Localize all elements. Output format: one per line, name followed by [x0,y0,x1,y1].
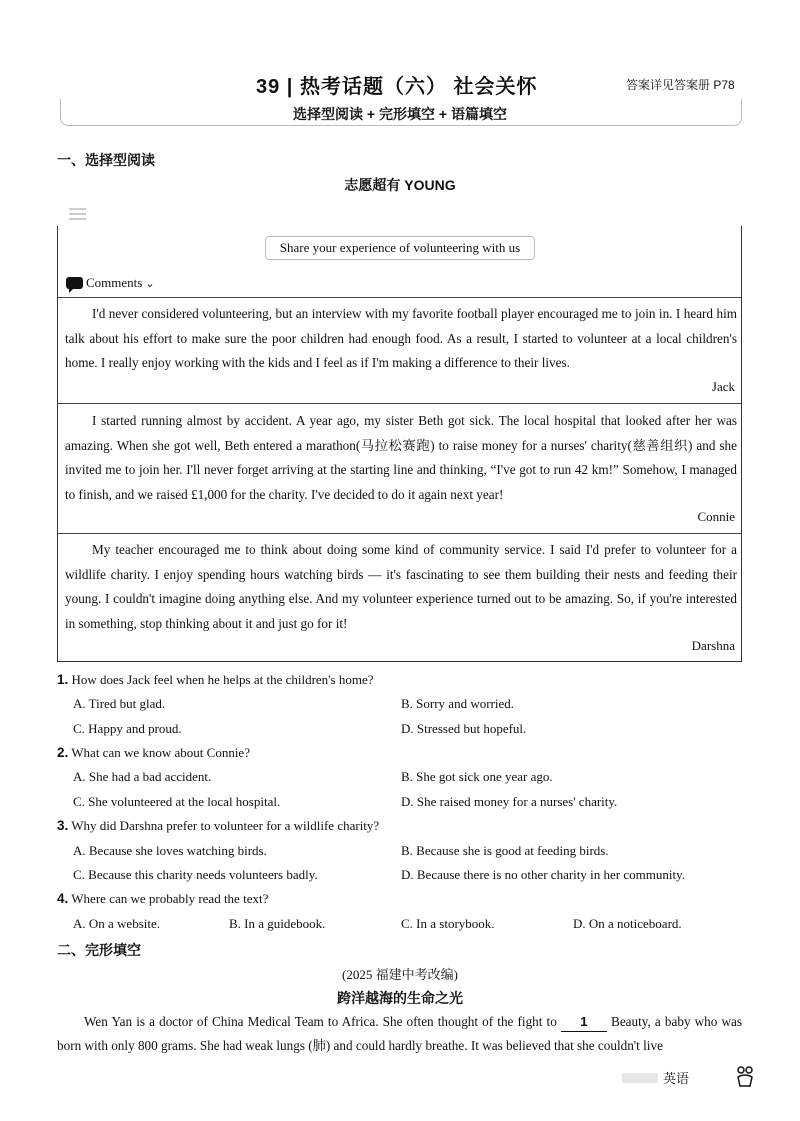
comment-author: Jack [711,379,735,394]
option[interactable]: A. Because she loves watching birds. [73,843,267,858]
divider [57,403,741,404]
passage-title: 志愿超有 YOUNG [344,177,456,193]
option[interactable]: B. Sorry and worried. [401,696,515,711]
menu-icon [69,208,86,223]
cloze-blank[interactable]: 1 [561,1013,607,1032]
option[interactable]: A. On a website. [73,916,161,931]
cloze-text: Wen Yan is a doctor of China Medical Team to Africa. She often thought of the fight to [84,1014,561,1029]
option[interactable]: C. Because this charity needs volunteers badly. [73,867,318,882]
question-number: 3. [57,818,69,833]
comment-text: I'd never considered volunteering, but an interview with my favorite football player encouraged me to join in. I heard him talk about his effort to make sure the poor children had enough food. As a result, I started to volunteer at a local children's home. I really enjoy working with the kids and I feel as if I'm making a difference to their lives. [65,306,737,371]
option[interactable]: C. Happy and proud. [73,721,182,736]
option[interactable]: A. She had a bad accident. [73,769,212,784]
comment-text: My teacher encouraged me to think about doing some kind of community service. I said I'd prefer to volunteer for a wildlife charity. I enjoy spending hours watching birds — it's fascinating to see them building their nests and feeding their young. I couldn't imagine doing anything else. And my volunteer experience turned out to be amazing. So, if you're interested in something, stop thinking about it and just go for it! [65,542,737,632]
cloze-passage [57,1010,742,1058]
answer-reference: 答案详见答案册 P78 [626,78,735,92]
question-text: What can we know about Connie? [71,745,250,760]
passage-title: 跨洋越海的生命之光 [337,990,463,1006]
share-experience-button[interactable]: Share your experience of volunteering with us [265,236,535,260]
option[interactable]: B. Because she is good at feeding birds. [401,843,609,858]
option[interactable]: B. In a guidebook. [229,916,326,931]
question [57,672,373,688]
question-text: Why did Darshna prefer to volunteer for a wildlife charity? [71,818,380,833]
comments-label: Comments [86,275,143,290]
comment-author: Darshna [691,638,735,653]
subject-label: 英语 [663,1071,690,1086]
chevron-down-icon: ⌄ [145,277,155,290]
source-note: (2025 福建中考改编) [342,967,458,982]
question [57,745,250,761]
divider [57,297,741,298]
option[interactable]: C. In a storybook. [401,916,495,931]
page-title: 39 | 热考话题（六） 社会关怀 [256,76,538,98]
option[interactable]: B. She got sick one year ago. [401,769,553,784]
question-number: 4. [57,891,69,906]
option[interactable]: D. She raised money for a nurses' charity. [401,794,618,809]
question-number: 1. [57,672,69,687]
question-text: Where can we probably read the text? [71,891,269,906]
question-text: How does Jack feel when he helps at the children's home? [71,672,374,687]
mascot-icon [734,1064,756,1094]
question [57,818,379,834]
option[interactable]: A. Tired but glad. [73,696,166,711]
comment-text: I started running almost by accident. A year ago, my sister Beth got sick. The local hospital that looked after her was amazing. When she got well, Beth entered a marathon(马拉松赛跑) to raise money for a nurses' charity(慈善组织) and she invited me to join her. I'll never forget arriving at the starting line and thinking, “I've got to run 42 km!” Somehow, I managed to finish, and we raised £1,000 for the charity. I've decided to do it again next year! [65,413,737,503]
question-number: 2. [57,745,69,760]
option[interactable]: D. Stressed but hopeful. [401,721,527,736]
option[interactable]: C. She volunteered at the local hospital. [73,794,281,809]
option[interactable]: D. Because there is no other charity in her community. [401,867,685,882]
section-heading: 一、选择型阅读 [57,152,155,168]
comments-toggle[interactable] [66,275,155,291]
brand-logo [622,1073,658,1083]
section-heading: 二、完形填空 [57,942,141,958]
page-subtitle: 选择型阅读 + 完形填空 + 语篇填空 [293,106,507,122]
cloze-text: Beauty, a baby who was born with only 800 grams. She had weak lungs (肺) and could hardly breathe. It was believed that she couldn't live [57,1014,742,1053]
divider [57,533,741,534]
comment-bubble-icon [66,277,83,289]
comment-author: Connie [697,509,735,524]
question [57,891,268,907]
option[interactable]: D. On a noticeboard. [573,916,682,931]
